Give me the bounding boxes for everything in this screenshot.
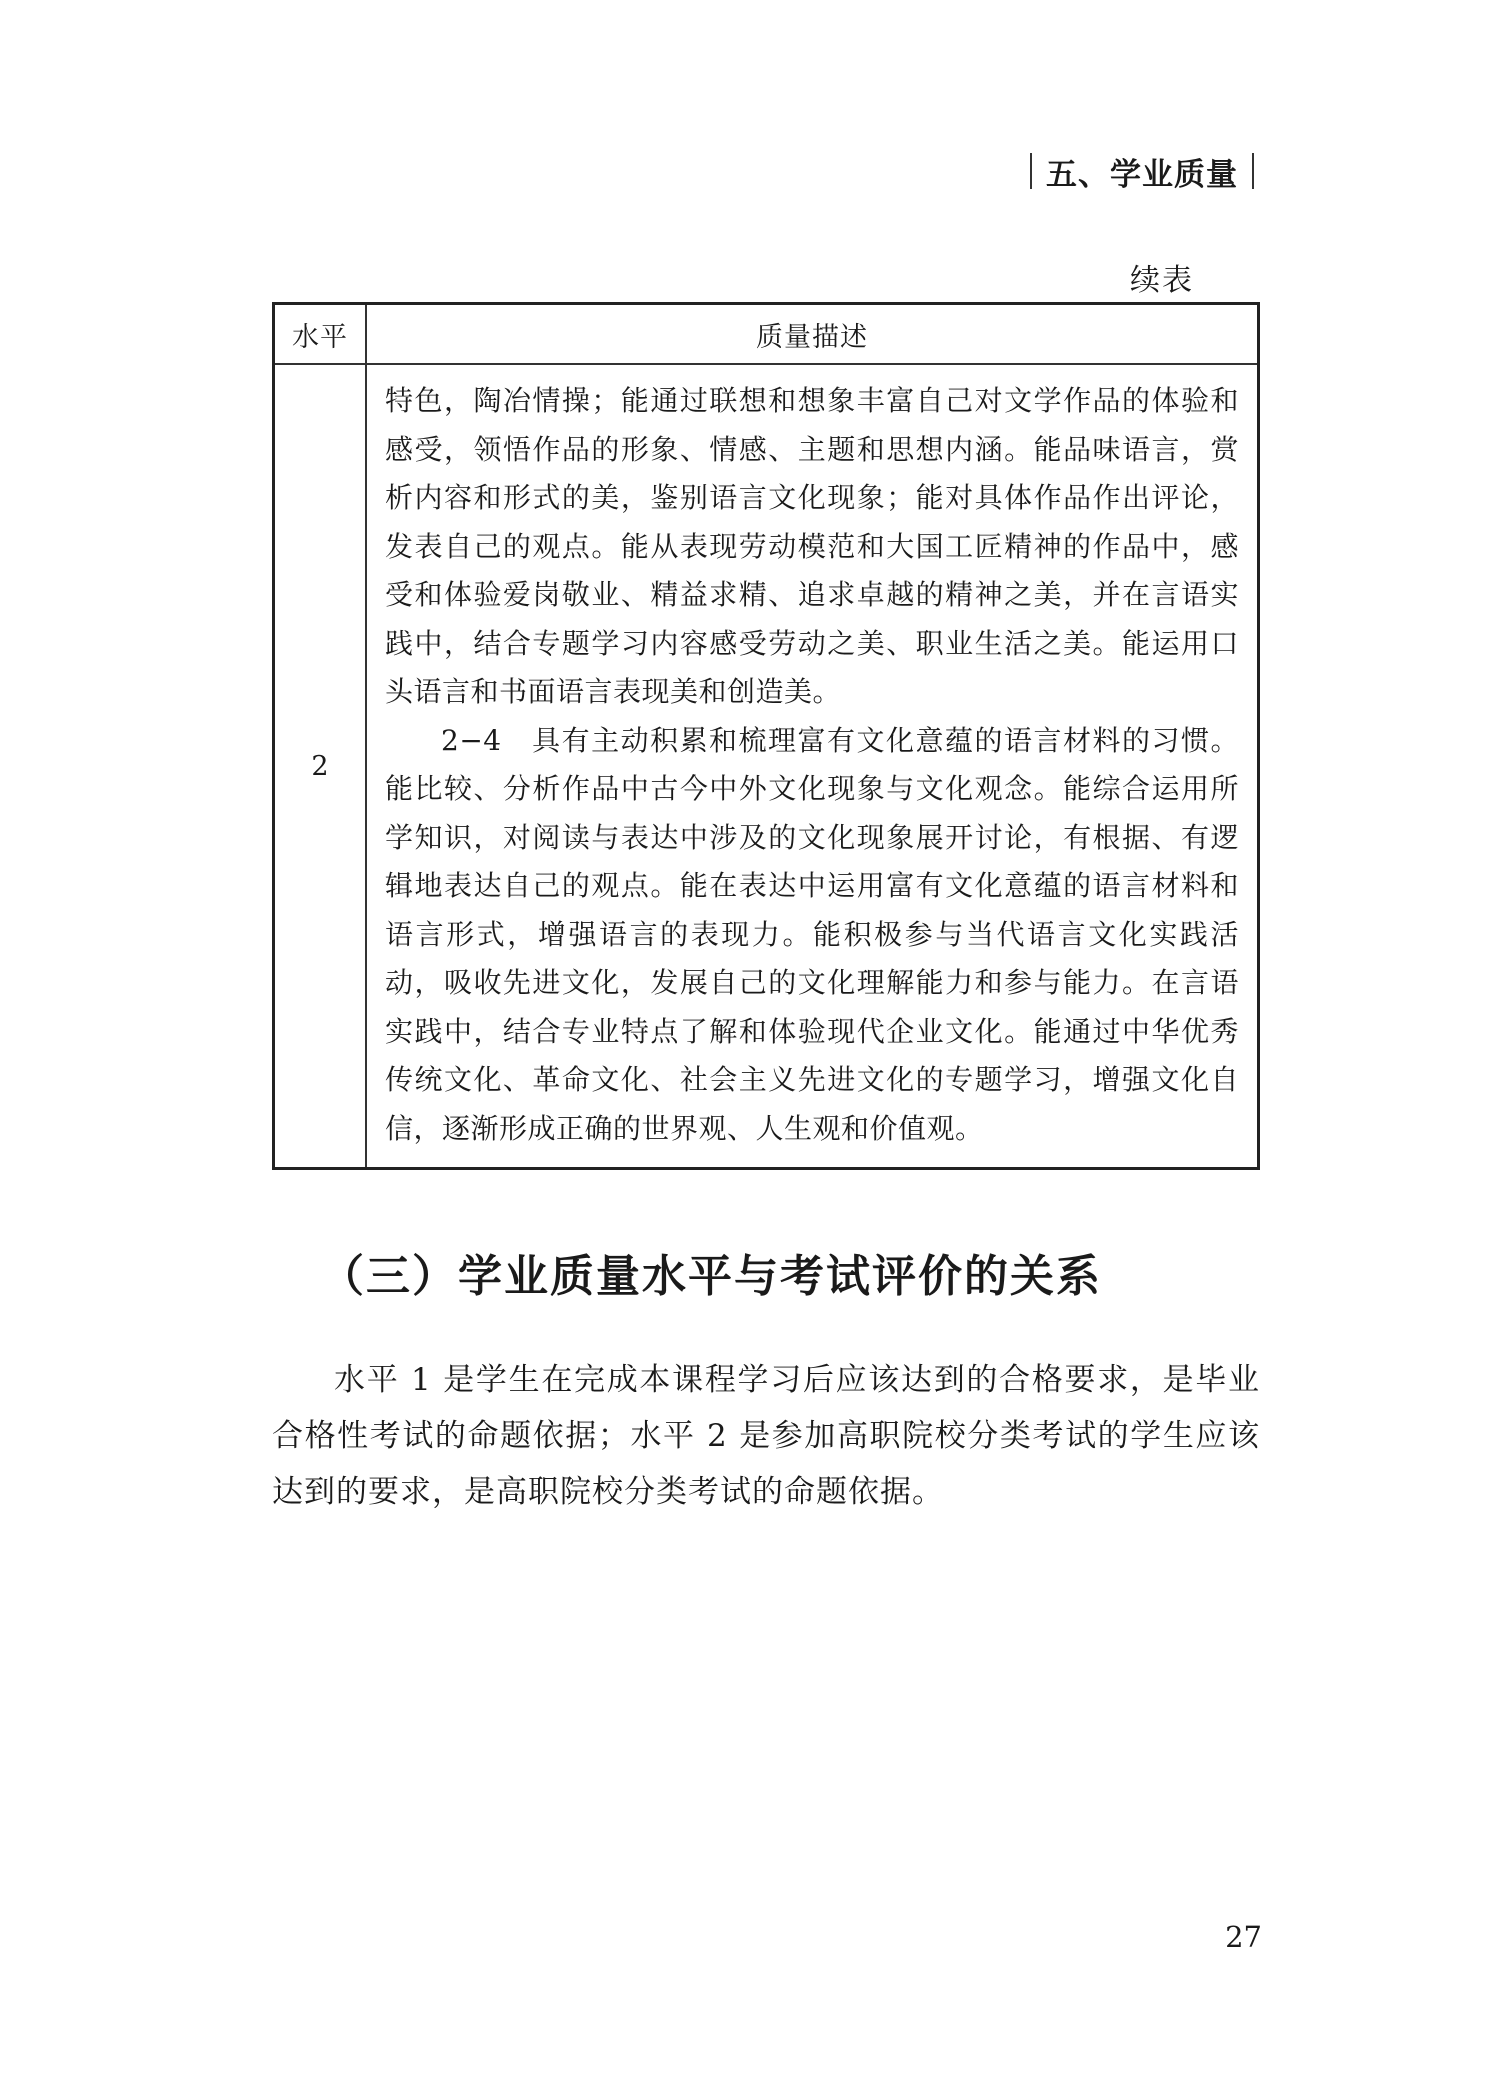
table-continued-label: 续表	[1130, 263, 1194, 298]
running-header	[1016, 150, 1268, 192]
header-left-divider	[1030, 153, 1032, 189]
column-header-level: 水平	[274, 304, 367, 365]
section-body-paragraph: 水平 1 是学生在完成本课程学习后应该达到的合格要求，是毕业合格性考试的命题依据；水平 2 是参加高职院校分类考试的学生应该达到的要求，是高职院校分类考试的命题依据。	[272, 1362, 1260, 1510]
description-cell	[366, 364, 1259, 1169]
description-paragraph: 特色，陶冶情操；能通过联想和想象丰富自己对文学作品的体验和感受，领悟作品的形象、情感、主题和思想内涵。能品味语言，赏析内容和形式的美，鉴别语言文化现象；能对具体作品作出评论，发表自己的观点。能从表现劳动模范和大国工匠精神的作品中，感受和体验爱岗敬业、精益求精、追求卓越的精神之美，并在言语实践中，结合专题学习内容感受劳动之美、职业生活之美。能运用口头语言和书面语言表现美和创造美。	[385, 384, 1239, 708]
table-header-row	[274, 304, 1259, 365]
page-number: 27	[1225, 1920, 1262, 1954]
header-section-title: 五、学业质量	[1046, 156, 1238, 193]
quality-table	[272, 302, 1260, 1170]
section-heading: （三）学业质量水平与考试评价的关系	[320, 1251, 1102, 1302]
level-cell: 2	[274, 364, 367, 1169]
column-header-description: 质量描述	[366, 304, 1259, 365]
table-row	[274, 364, 1259, 1169]
description-paragraph: 2−4 具有主动积累和梳理富有文化意蕴的语言材料的习惯。能比较、分析作品中古今中外文化现象与文化观念。能综合运用所学知识，对阅读与表达中涉及的文化现象展开讨论，有根据、有逻辑地表达自己的观点。能在表达中运用富有文化意蕴的语言材料和语言形式，增强语言的表现力。能积极参与当代语言文化实践活动，吸收先进文化，发展自己的文化理解能力和参与能力。在言语实践中，结合专业特点了解和体验现代企业文化。能通过中华优秀传统文化、革命文化、社会主义先进文化的专题学习，增强文化自信，逐渐形成正确的世界观、人生观和价值观。	[385, 723, 1239, 1145]
header-right-divider	[1252, 153, 1254, 189]
